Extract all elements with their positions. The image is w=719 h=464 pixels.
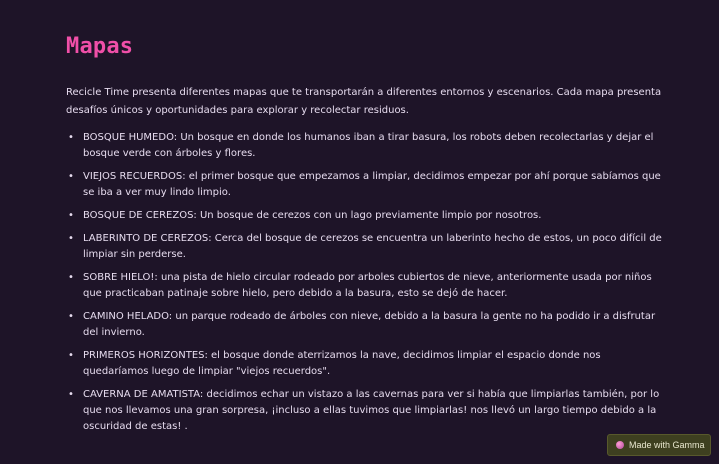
map-description: BOSQUE HUMEDO: Un bosque en donde los humanos iban a tirar basura, los robots deben recolectarlas y dejar el bosque verde con árboles y flores. [83, 132, 654, 159]
list-item [66, 387, 666, 435]
slide-content [66, 32, 666, 442]
list-item [66, 309, 666, 341]
list-item [66, 231, 666, 263]
map-description: SOBRE HIELO!: una pista de hielo circular rodeado por arboles cubiertos de nieve, anteriormente usada por niños que practicaban patinaje sobre hielo, pero debido a la basura, esto se dejó de hacer. [83, 272, 652, 299]
map-description: VIEJOS RECUERDOS: el primer bosque que empezamos a limpiar, decidimos empezar por ahí porque sabíamos que se iba a ver muy lindo limpio. [83, 171, 661, 198]
bullet-icon: • [68, 350, 74, 361]
bullet-icon: • [68, 171, 74, 182]
bullet-icon: • [68, 272, 74, 283]
map-description: PRIMEROS HORIZONTES: el bosque donde aterrizamos la nave, decidimos limpiar el espacio donde nos quedaríamos luego de limpiar "viejos recuerdos". [83, 350, 601, 377]
maps-list [66, 130, 666, 435]
made-with-gamma-button[interactable] [607, 434, 711, 456]
bullet-icon: • [68, 311, 74, 322]
map-description: CAVERNA DE AMATISTA: decidimos echar un vistazo a las cavernas para ver si había que limpiarlas también, por lo que nos llevamos una gran sorpresa, ¡incluso a ellas tuvimos que limpiarlas! nos llevó un largo tiempo debido a la oscuridad de estas! . [83, 389, 660, 432]
list-item [66, 130, 666, 162]
badge-label: Made with Gamma [629, 440, 705, 450]
map-description: CAMINO HELADO: un parque rodeado de árboles con nieve, debido a la basura la gente no ha podido ir a disfrutar del invierno. [83, 311, 656, 338]
page-title: Mapas [66, 34, 134, 59]
bullet-icon: • [68, 389, 74, 400]
gamma-logo-icon [616, 441, 624, 449]
list-item [66, 169, 666, 201]
list-item [66, 348, 666, 380]
list-item [66, 270, 666, 302]
map-description: LABERINTO DE CEREZOS: Cerca del bosque de cerezos se encuentra un laberinto hecho de estos, un poco difícil de limpiar sin perderse. [83, 233, 662, 260]
map-description: BOSQUE DE CEREZOS: Un bosque de cerezos con un lago previamente limpio por nosotros. [83, 210, 542, 221]
bullet-icon: • [68, 132, 74, 143]
intro-paragraph: Recicle Time presenta diferentes mapas que te transportarán a diferentes entornos y escenarios. Cada mapa presenta desafíos únicos y oportunidades para explorar y recolectar residuos. [66, 87, 662, 116]
bullet-icon: • [68, 233, 74, 244]
list-item [66, 208, 666, 224]
bullet-icon: • [68, 210, 74, 221]
